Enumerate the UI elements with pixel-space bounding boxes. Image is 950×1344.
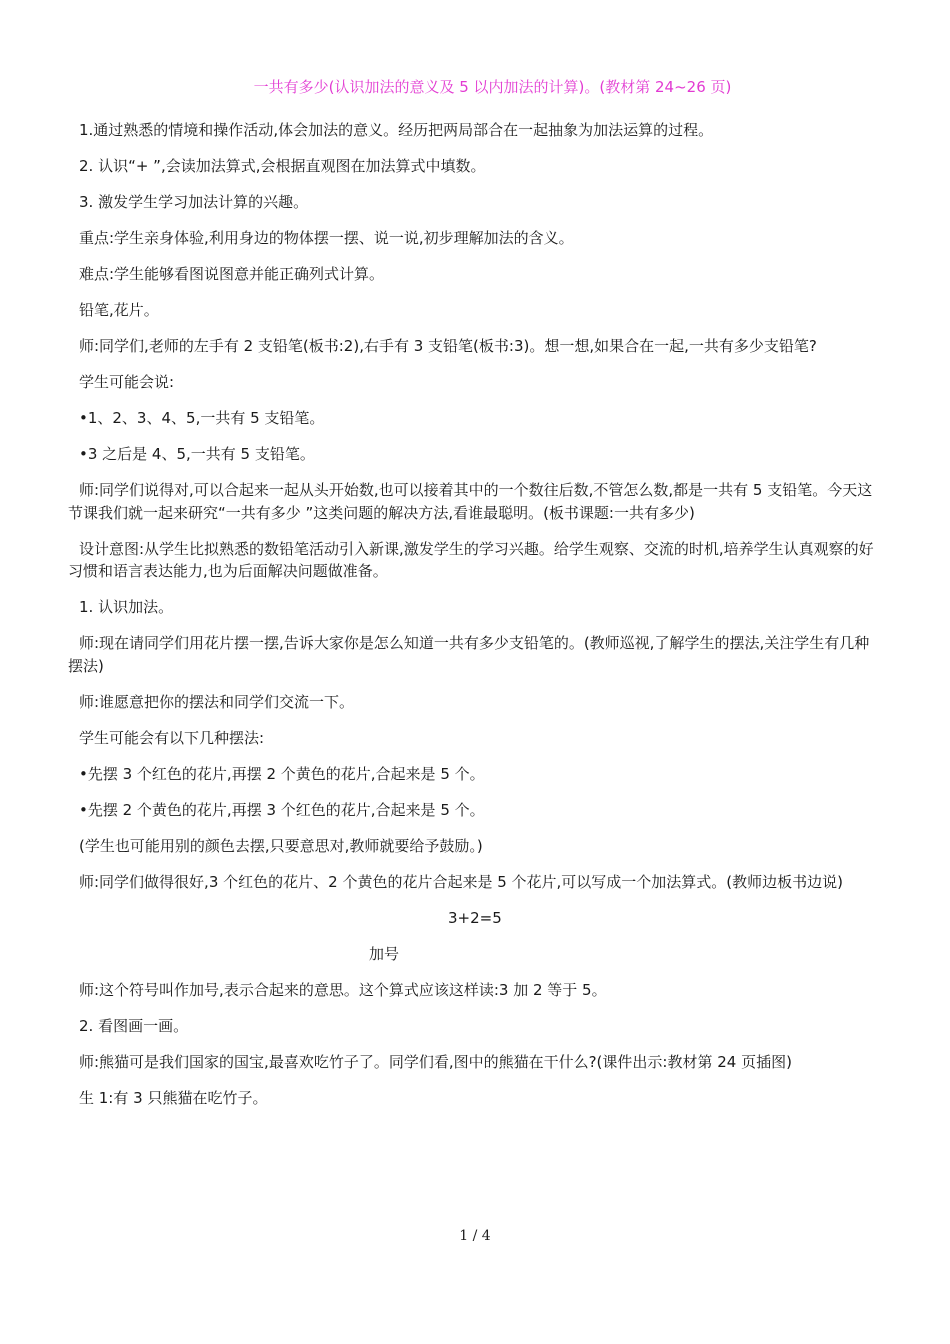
lesson-title: 一共有多少(认识加法的意义及 5 以内加法的计算)。(教材第 24~26 页) <box>253 78 732 96</box>
student-arrangements: 学生可能会有以下几种摆法: <box>79 728 265 747</box>
students-may-say: 学生可能会说: <box>79 373 175 391</box>
student-answer-2: •3 之后是 4、5,一共有 5 支铅笔。 <box>79 445 315 463</box>
key-point: 重点:学生亲身体验,利用身边的物体摆一摆、说一说,初步理解加法的含义。 <box>79 229 574 247</box>
student-1-answer: 生 1:有 3 只熊猫在吃竹子。 <box>79 1088 268 1107</box>
arrangement-1: •先摆 3 个红色的花片,再摆 2 个黄色的花片,合起来是 5 个。 <box>79 764 485 783</box>
design-intent: 设计意图:从学生比拟熟悉的数铅笔活动引入新课,激发学生的学习兴趣。给学生观察、交流的时机,培养学生认真观察的好习惯和语言表达能力,也为后面解决问题做准备。 <box>68 539 874 580</box>
objective-1: 1.通过熟悉的情境和操作活动,体会加法的意义。经历把两局部合在一起抽象为加法运算的过程。 <box>79 121 714 139</box>
lesson-body <box>68 119 884 1123</box>
teacher-share: 师:谁愿意把你的摆法和同学们交流一下。 <box>79 692 355 711</box>
arrangement-2: •先摆 2 个黄色的花片,再摆 3 个红色的花片,合起来是 5 个。 <box>79 800 485 819</box>
difficult-point: 难点:学生能够看图说图意并能正确列式计算。 <box>79 265 385 283</box>
materials: 铅笔,花片。 <box>79 301 159 319</box>
section-look-and-draw: 2. 看图画一画。 <box>79 1016 189 1035</box>
teacher-addition-intro: 师:同学们做得很好,3 个红色的花片、2 个黄色的花片合起来是 5 个花片,可以写成一个加法算式。(教师边板书边说) <box>79 872 844 891</box>
objective-2: 2. 认识“+ ”,会读加法算式,会根据直观图在加法算式中填数。 <box>79 157 486 175</box>
teacher-panda-question: 师:熊猫可是我们国家的国宝,最喜欢吃竹子了。同学们看,图中的熊猫在干什么?(课件出示:教材第 24 页插图) <box>79 1052 792 1071</box>
section-recognize-addition: 1. 认识加法。 <box>79 598 174 616</box>
teacher-intro: 师:同学们,老师的左手有 2 支铅笔(板书:2),右手有 3 支铅笔(板书:3)。想一想,如果合在一起,一共有多少支铅笔? <box>79 337 817 355</box>
teacher-plus-explanation: 师:这个符号叫作加号,表示合起来的意思。这个算式应该这样读:3 加 2 等于 5。 <box>79 980 607 999</box>
objective-3: 3. 激发学生学习加法计算的兴趣。 <box>79 193 309 211</box>
teacher-summary: 师:同学们说得对,可以合起来一起从头开始数,也可以接着其中的一个数往后数,不管怎么数,都是一共有 5 支铅笔。今天这节课我们就一起来研究“一共有多少 ”这类问题的解决方法,看谁最聪明。(板书课题:一共有多少) <box>68 481 873 522</box>
addition-formula: 3+2=5 <box>448 908 502 927</box>
teacher-activity: 师:现在请同学们用花片摆一摆,告诉大家你是怎么知道一共有多少支铅笔的。(教师巡视,了解学生的摆法,关注学生有几种摆法) <box>68 634 870 675</box>
plus-sign-label: 加号 <box>369 944 400 963</box>
page-number: 1 / 4 <box>459 1228 491 1244</box>
student-answer-1: •1、2、3、4、5,一共有 5 支铅笔。 <box>79 409 325 427</box>
encouragement-note: (学生也可能用别的颜色去摆,只要意思对,教师就要给予鼓励。) <box>79 836 483 855</box>
